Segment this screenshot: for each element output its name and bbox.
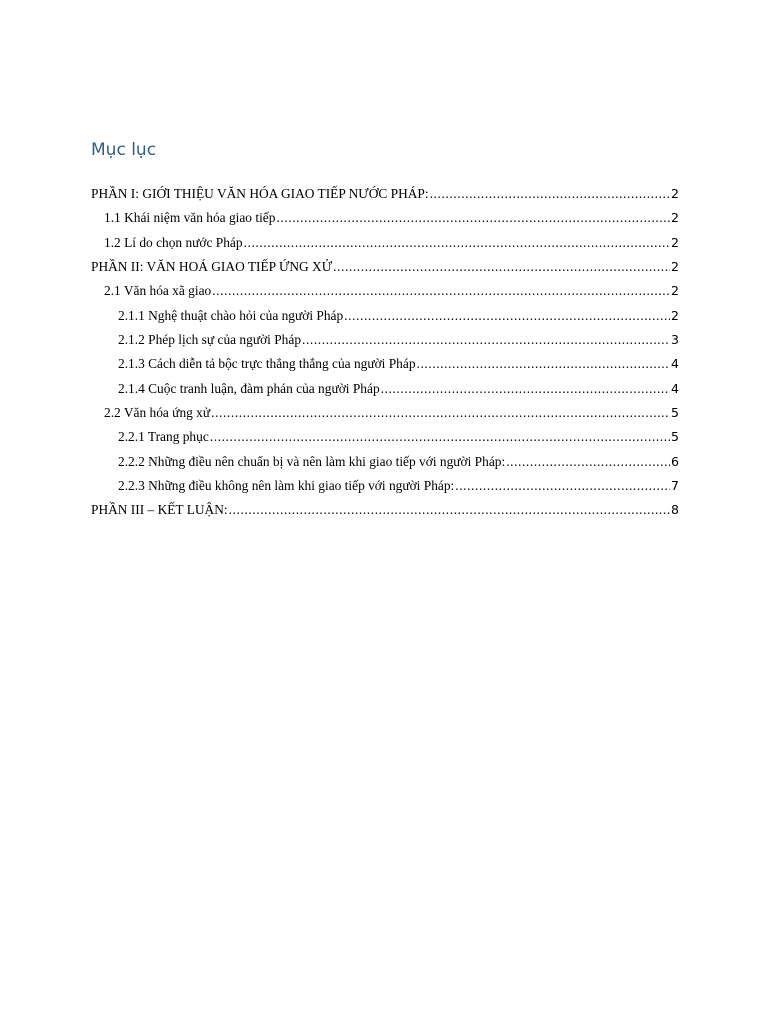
dot-leader [276,210,670,226]
toc-page-number: 4 [671,380,679,396]
toc-page-number: 6 [671,453,679,469]
toc-page-number: 4 [671,356,679,372]
dot-leader [344,308,670,324]
toc-entry-2-1-2[interactable] [91,332,679,356]
toc-page-number: 2 [671,259,679,275]
dot-leader [302,332,670,348]
toc-page-number: 2 [671,210,679,226]
toc-entry-text: 2.2.3 Những điều không nên làm khi giao tiếp với người Pháp: [118,478,455,494]
dot-leader [455,478,670,494]
toc-entry-text: 2.1.1 Nghệ thuật chào hỏi của người Pháp [118,307,344,323]
toc-page-number: 8 [671,502,679,518]
toc-entry-1-2[interactable] [91,235,679,259]
toc-page-number: 2 [671,234,679,250]
dot-leader [381,381,670,397]
toc-entry-2-1[interactable] [91,283,679,307]
toc-page-number: 7 [671,478,679,494]
toc-entry-text: PHẦN III – KẾT LUẬN: [91,502,228,518]
toc-heading: Mục lục [91,140,157,160]
toc-entry-2-2-2[interactable] [91,454,679,478]
toc-entry-text: 2.1 Văn hóa xã giao [104,283,212,299]
toc-entry-text: 2.2.1 Trang phục [118,429,209,445]
toc-page-number: 3 [671,332,679,348]
toc-page-number: 5 [671,405,679,421]
toc-entry-text: 2.2 Văn hóa ứng xử [104,405,211,421]
toc-entry-1-1[interactable] [91,210,679,234]
toc-entry-text: PHẦN I: GIỚI THIỆU VĂN HÓA GIAO TIẾP NƯỚC PHÁP: [91,186,429,201]
toc-entry-text: 2.1.2 Phép lịch sự của người Pháp [118,332,302,348]
toc-entry-2-1-1[interactable] [91,308,679,332]
toc-entry-text: 2.1.4 Cuộc tranh luận, đàm phán của người Pháp [118,380,380,396]
toc-entry-2-2-1[interactable] [91,429,679,453]
toc-entry-2-2-3[interactable] [91,478,679,502]
toc-entry-2-2[interactable] [91,405,679,429]
dot-leader [506,454,670,470]
dot-leader [229,502,670,518]
toc-entry-text: 2.2.2 Những điều nên chuẩn bị và nên làm khi giao tiếp với người Pháp: [118,453,506,469]
toc-page-number: 5 [671,429,679,445]
toc-entry-text: 2.1.3 Cách diễn tả bộc trực thẳng thắng của người Pháp [118,356,416,372]
toc-entry-phan-2[interactable] [91,259,679,283]
toc-page-number: 2 [671,186,679,201]
dot-leader [212,283,670,299]
table-of-contents [91,186,679,527]
toc-entry-2-1-3[interactable] [91,356,679,380]
toc-entry-text: PHẦN II: VĂN HOÁ GIAO TIẾP ỨNG XỬ [91,259,333,275]
dot-leader [244,235,670,251]
toc-entry-phan-3[interactable] [91,502,679,526]
toc-entry-text: 1.2 Lí do chọn nước Pháp [104,234,243,250]
dot-leader [210,429,670,445]
toc-entry-2-1-4[interactable] [91,381,679,405]
dot-leader [333,259,670,275]
dot-leader [417,356,671,372]
toc-page-number: 2 [671,307,679,323]
toc-entry-text: 1.1 Khái niệm văn hóa giao tiếp [104,210,276,226]
dot-leader [211,405,670,421]
toc-entry-phan-1[interactable] [91,186,679,210]
dot-leader [430,186,670,202]
toc-page-number: 2 [671,283,679,299]
